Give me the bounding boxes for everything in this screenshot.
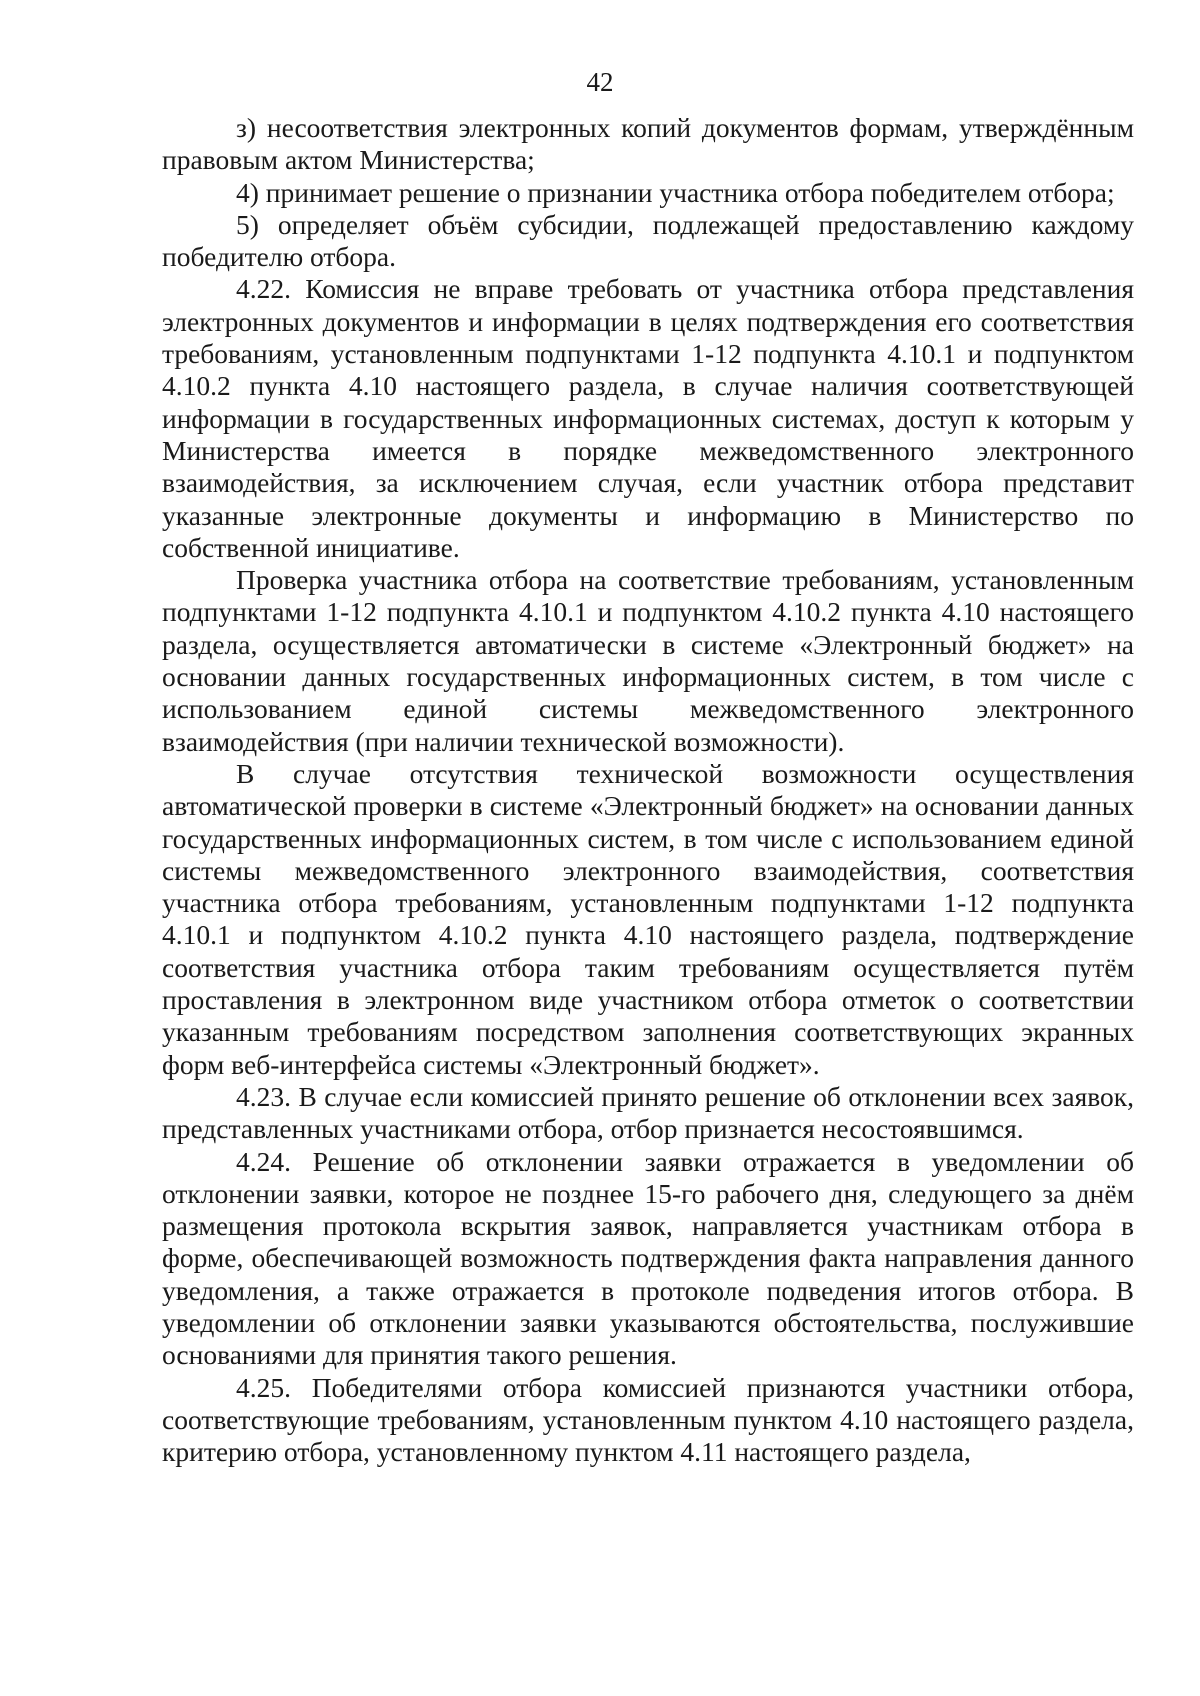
paragraph-3z: з) несоответствия электронных копий документов формам, утверждённым правовым актом Министерства; bbox=[162, 112, 1134, 176]
paragraph-4: 4) принимает решение о признании участника отбора победителем отбора; bbox=[236, 176, 1115, 208]
paragraph-5: 5) определяет объём субсидии, подлежащей предоставлению каждому победителю отбора. bbox=[162, 208, 1134, 273]
paragraph-no-technical-possibility: В случае отсутствия технической возможности осуществления автоматической проверки в системе «Электронный бюджет» на основании данных государственных информационных систем, в том числе с использованием единой системы межведомственного электронного взаимодействия, соответствия участника отбора требованиям, установленным подпунктами 1-12 подпункта 4.10.1 и подпунктом 4.10.2 пункта 4.10 настоящего раздела, подтверждение соответствия участника отбора таким требованиям осуществляется путём проставления в электронном виде участником отбора отметок о соответствии указанным требованиям посредством заполнения соответствующих экранных форм веб-интерфейса системы «Электронный бюджет». bbox=[162, 757, 1134, 1080]
paragraph-4-24: 4.24. Решение об отклонении заявки отражается в уведомлении об отклонении заявки, которое не позднее 15-го рабочего дня, следующего за днём размещения протокола вскрытия заявок, направляется участникам отбора в форме, обеспечивающей возможность подтверждения факта направления данного уведомления, а также отражается в протоколе подведения итогов отбора. В уведомлении об отклонении заявки указываются обстоятельства, послужившие основаниями для принятия такого решения. bbox=[162, 1145, 1134, 1371]
paragraph-verification: Проверка участника отбора на соответствие требованиям, установленным подпунктами 1-12 подпункта 4.10.1 и подпунктом 4.10.2 пункта 4.10 настоящего раздела, осуществляется автоматически в системе «Электронный бюджет» на основании данных государственных информационных систем, в том числе с использованием единой системы межведомственного электронного взаимодействия (при наличии технической возможности). bbox=[162, 564, 1134, 757]
paragraph-4-23: 4.23. В случае если комиссией принято решение об отклонении всех заявок, представленных участниками отбора, отбор признается несостоявшимся. bbox=[162, 1080, 1134, 1145]
page-number: 42 bbox=[586, 67, 614, 97]
document-body bbox=[162, 112, 1134, 1468]
paragraph-4-25: 4.25. Победителями отбора комиссией признаются участники отбора, соответствующие требованиям, установленным пунктом 4.10 настоящего раздела, критерию отбора, установленному пунктом 4.11 настоящего раздела, bbox=[162, 1371, 1134, 1468]
paragraph-4-22: 4.22. Комиссия не вправе требовать от участника отбора представления электронных документов и информации в целях подтверждения его соответствия требованиям, установленным подпунктами 1-12 подпункта 4.10.1 и подпунктом 4.10.2 пункта 4.10 настоящего раздела, в случае наличия соответствующей информации в государственных информационных системах, доступ к которым у Министерства имеется в порядке межведомственного электронного взаимодействия, за исключением случая, если участник отбора представит указанные электронные документы и информацию в Министерство по собственной инициативе. bbox=[162, 273, 1134, 563]
